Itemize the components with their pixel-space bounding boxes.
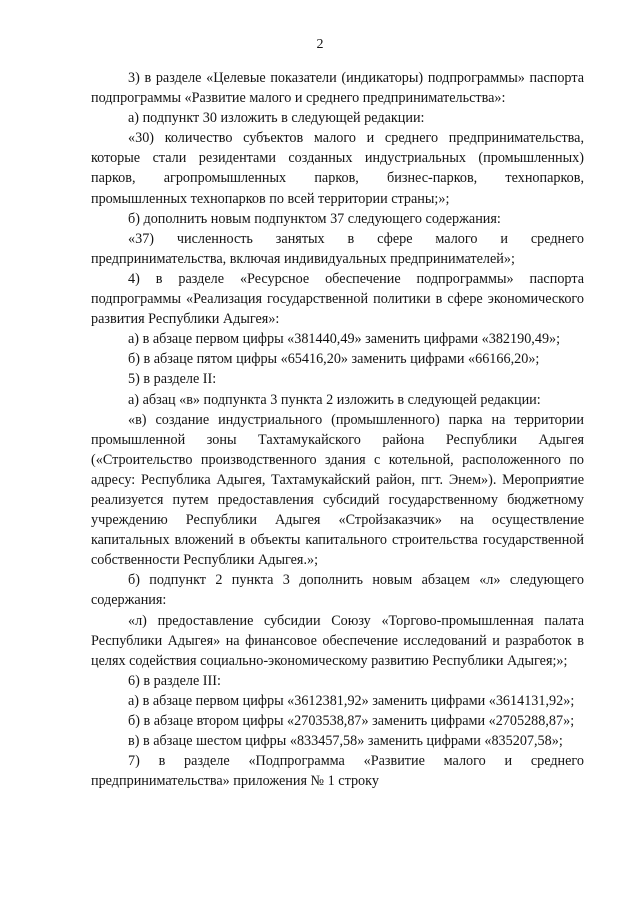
item-3b-quote: «37) численность занятых в сфере малого и среднего предпринимательства, включая индивидуальных предпринимателей»;: [91, 230, 584, 267]
item-3a-quote: «30) количество субъектов малого и среднего предпринимательства, которые стали резидентами созданных индустриальных (промышленных) парков, агропромышленных парков, бизнес-парков, технопарков, промышленных технопарков по всей территории страны;»;: [91, 130, 584, 207]
item-4-heading: 4) в разделе «Ресурсное обеспечение подпрограммы» паспорта подпрограммы «Реализация государственной политики в сфере экономического развития Республики Адыгея»:: [91, 270, 584, 328]
item-5b-quote: «л) предоставление субсидии Союзу «Торгово-промышленная палата Республики Адыгея» на финансовое обеспечение исследований и разработок в целях содействия социально-экономическому развитию Республики Адыгея;»;: [91, 612, 584, 669]
item-4b: б) в абзаце пятом цифры «65416,20» заменить цифрами «66166,20»;: [128, 351, 540, 368]
item-6a: а) в абзаце первом цифры «3612381,92» заменить цифрами «3614131,92»;: [128, 692, 575, 709]
page-number: 2: [316, 37, 324, 52]
item-7-heading: 7) в разделе «Подпрограмма «Развитие малого и среднего предпринимательства» приложения № 1 строку: [91, 753, 584, 790]
item-4a: а) в абзаце первом цифры «381440,49» заменить цифрами «382190,49»;: [128, 331, 561, 348]
item-6b: б) в абзаце втором цифры «2703538,87» заменить цифрами «2705288,87»;: [128, 713, 575, 729]
item-3-heading: 3) в разделе «Целевые показатели (индикаторы) подпрограммы» паспорта подпрограммы «Развитие малого и среднего предпринимательства»:: [91, 70, 584, 107]
item-5b: б) подпункт 2 пункта 3 дополнить новым абзацем «л» следующего содержания:: [91, 572, 584, 609]
item-6-heading: 6) в разделе III:: [128, 672, 221, 689]
item-5a: а) абзац «в» подпункта 3 пункта 2 изложить в следующей редакции:: [128, 391, 541, 408]
item-5a-quote: «в) создание индустриального (промышленного) парка на территории промышленной зоны Тахтамукайского района Республики Адыгея («Строительство производственного здания с котельной, расположенного по адресу: Республика Адыгея, Тахтамукайский район, пгт. Энем»). Мероприятие реализуется путем предоставления субсидий государственному бюджетному учреждению Республики Адыгея «Стройзаказчик» на осуществление капитальных вложений в объекты капитального строительства государственной собственности Республики Адыгея.»;: [91, 411, 584, 569]
item-5-heading: 5) в разделе II:: [128, 371, 217, 388]
item-6c: в) в абзаце шестом цифры «833457,58» заменить цифрами «835207,58»;: [128, 733, 563, 750]
item-3b: б) дополнить новым подпунктом 37 следующего содержания:: [128, 210, 501, 227]
document-body: [91, 68, 584, 791]
item-3a: а) подпункт 30 изложить в следующей редакции:: [128, 110, 425, 127]
